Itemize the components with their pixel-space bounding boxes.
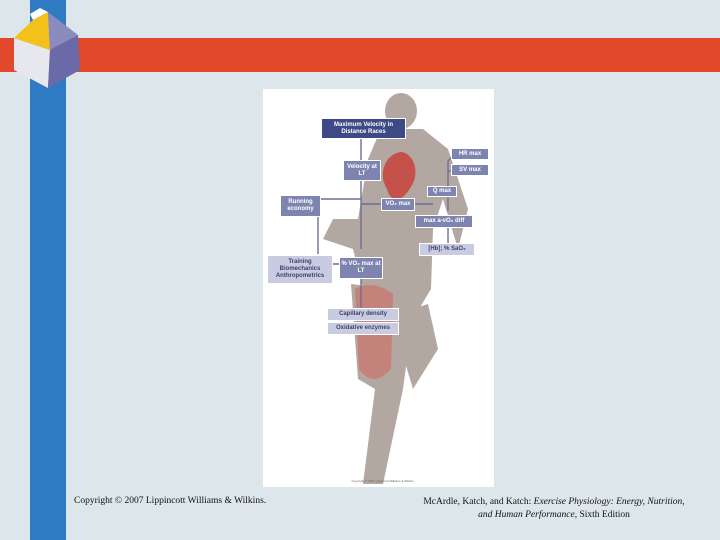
footer-citation <box>420 496 688 522</box>
box-velocity-lt: Velocity at LT <box>343 160 381 181</box>
box-vo2max: VO₂ max <box>381 198 415 211</box>
citation-title: Exercise Physiology: Energy, Nutrition, and Human Performance, <box>478 497 685 520</box>
citation-edition: Sixth Edition <box>579 510 630 520</box>
top-red-bar <box>0 38 720 72</box>
box-q-max: Q max <box>427 186 457 197</box>
footer-copyright: Copyright © 2007 Lippincott Williams & Wilkins. <box>74 496 267 506</box>
citation-authors: McArdle, Katch, and Katch: <box>423 497 532 507</box>
cube-logo <box>0 0 90 100</box>
box-hr-max: HR max <box>451 148 489 160</box>
box-capillary-density: Capillary density <box>327 308 399 321</box>
box-training: Training Biomechanics Anthropometrics <box>267 255 333 284</box>
box-oxidative-enzymes: Oxidative enzymes <box>327 322 399 335</box>
box-pct-vo2max-lt: % VO₂ max at LT <box>339 257 383 279</box>
diagram-panel <box>263 89 494 487</box>
panel-copyright: Copyright © 2007 Lippincott Williams & Wilkins. <box>351 479 415 483</box>
box-hb-sao2: [Hb]; % SaO₂ <box>419 243 475 256</box>
box-running-economy: Running economy <box>280 195 321 217</box>
box-sv-max: SV max <box>451 164 489 176</box>
box-avo2-diff: max a-vO₂ diff <box>415 215 473 228</box>
box-max-velocity: Maximum Velocity in Distance Races <box>321 118 406 139</box>
